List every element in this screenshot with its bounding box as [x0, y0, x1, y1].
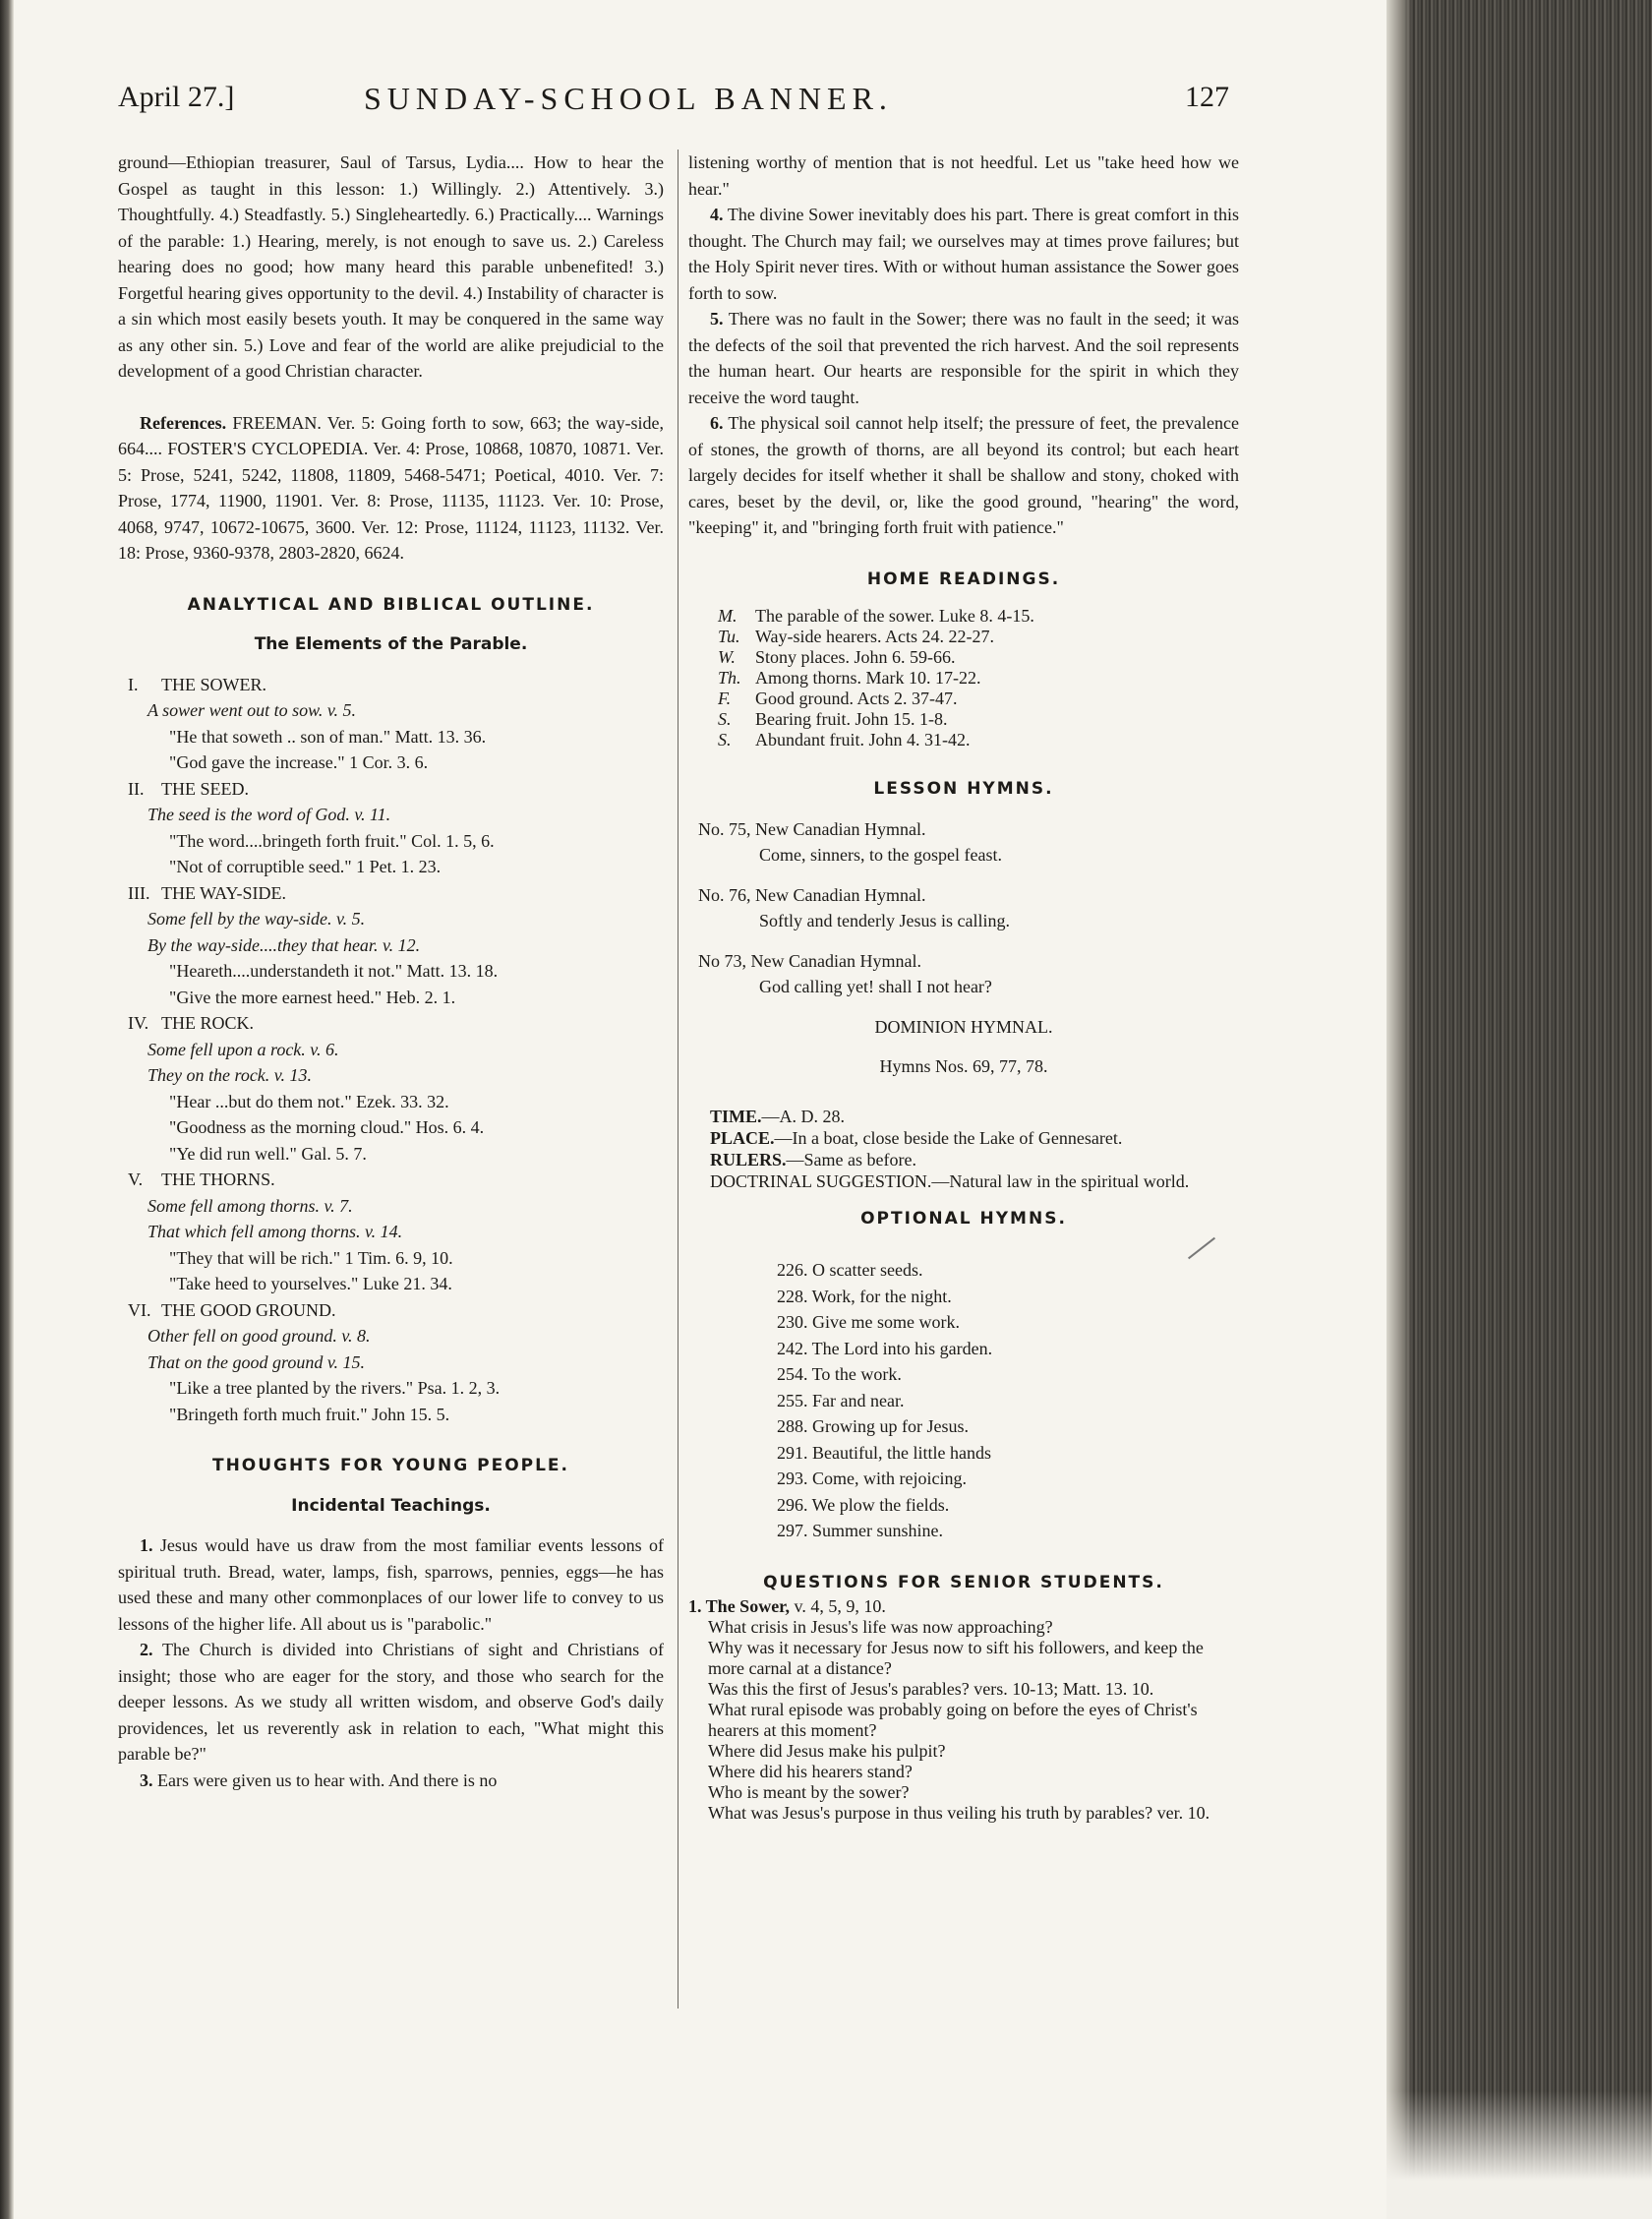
- questions-heading: QUESTIONS FOR SENIOR STUDENTS.: [763, 1572, 1164, 1592]
- point-text: There was no fault in the Sower; there was no fault in the seed; it was the defects of the soil that prevented the rich harvest. And the soil represents the human heart. Our hearts are responsible for the spirit in which they receive the word taught.: [688, 309, 1239, 407]
- reading-day: F.: [718, 689, 732, 708]
- outline-line: "Hear ...but do them not." Ezek. 33. 32.: [169, 1091, 449, 1111]
- outline-line: By the way-side....they that hear. v. 12.: [148, 934, 421, 955]
- point-text: The divine Sower inevitably does his part. There is great comfort in this thought. The Church may fail; we ourselves may at times prove failures; but the Holy Spirit never tires. With or without human assistance the Sower goes forth to sow.: [688, 205, 1239, 303]
- outline-section: [118, 1010, 664, 1037]
- doctrinal-text: —Natural law in the spiritual world.: [931, 1170, 1190, 1191]
- optional-hymn: 293. Come, with rejoicing.: [777, 1469, 967, 1488]
- outline-line: Some fell by the way-side. v. 5.: [148, 909, 366, 929]
- place-text: —In a boat, close beside the Lake of Gennesaret.: [774, 1127, 1123, 1148]
- outline-line: "Take heed to yourselves." Luke 21. 34.: [169, 1274, 452, 1293]
- outline-numeral: III.: [128, 882, 150, 903]
- hymn-number: No 73, New Canadian Hymnal.: [698, 950, 921, 971]
- outline-line: A sower went out to sow. v. 5.: [148, 700, 357, 720]
- questions-verses: v. 4, 5, 9, 10.: [794, 1596, 886, 1616]
- outline-list: [118, 672, 664, 1428]
- points-list: [688, 202, 1239, 541]
- binding-gutter: [0, 0, 14, 2219]
- point-text: The physical soil cannot help itself; the pressure of feet, the prevalence of stones, the growth of thorns, are all beyond its control; but each heart largely decides for itself whether it shall be shallow and stony, choked with cares, beset by the devil, or, like the good ground, "hearing" the word, "keeping" it, and "bringing forth fruit with patience.": [688, 413, 1239, 537]
- rulers-line: [688, 1149, 1239, 1170]
- outline-line: "He that soweth .. son of man." Matt. 13. 36.: [169, 726, 487, 747]
- rulers-text: —Same as before.: [786, 1149, 916, 1169]
- hymn-number: No. 75, New Canadian Hymnal.: [698, 818, 926, 839]
- reading-day: S.: [718, 709, 732, 729]
- references-paragraph: [118, 410, 664, 567]
- reading-row: [688, 668, 1239, 689]
- continuation-paragraph: listening worthy of mention that is not heedful. Let us "take heed how we hear.": [688, 152, 1239, 199]
- optional-hymn: 226. O scatter seeds.: [777, 1260, 923, 1280]
- outline-line: Some fell among thorns. v. 7.: [148, 1195, 353, 1216]
- outline-line: Other fell on good ground. v. 8.: [148, 1326, 371, 1346]
- home-readings-heading: HOME READINGS.: [866, 569, 1061, 589]
- outline-line: "Not of corruptible seed." 1 Pet. 1. 23.: [169, 857, 442, 876]
- teaching-text: Ears were given us to hear with. And there is no: [157, 1769, 498, 1790]
- teaching-paragraph: [118, 1532, 664, 1637]
- outline-line: They on the rock. v. 13.: [148, 1065, 312, 1085]
- outline-line: That which fell among thorns. v. 14.: [148, 1222, 403, 1241]
- page-stack-edge: [1386, 0, 1652, 2219]
- optional-hymn: 291. Beautiful, the little hands: [777, 1442, 991, 1463]
- outline-numeral: IV.: [128, 1013, 149, 1033]
- hymn-number: No. 76, New Canadian Hymnal.: [698, 884, 926, 905]
- outline-section: [118, 1297, 664, 1324]
- doctrinal-line: [688, 1170, 1239, 1192]
- outline-section: [118, 776, 664, 803]
- outline-subheading: The Elements of the Parable.: [254, 634, 528, 654]
- reading-text: Bearing fruit. John 15. 1-8.: [755, 709, 948, 729]
- time-line: [688, 1106, 1239, 1127]
- question-item: Where did his hearers stand?: [708, 1762, 913, 1781]
- question-item: What crisis in Jesus's life was now approaching?: [708, 1617, 1053, 1637]
- outline-line: "Give the more earnest heed." Heb. 2. 1.: [169, 987, 456, 1007]
- rulers-label: RULERS.: [710, 1149, 787, 1169]
- reading-text: Way-side hearers. Acts 24. 22-27.: [755, 627, 994, 646]
- teaching-number: 3.: [140, 1769, 153, 1790]
- teaching-text: The Church is divided into Christians of sight and Christians of insight; those who are eager for the story, and those who search for the deeper lessons. As we study all written wisdom, and observe God's daily providences, let us reverently ask in relation to each, "What might this parable be?": [118, 1640, 664, 1764]
- outline-numeral: V.: [128, 1169, 144, 1189]
- question-item: What rural episode was probably going on before the eyes of Christ's hearers at this moment?: [708, 1700, 1198, 1740]
- outline-line: That on the good ground v. 15.: [148, 1351, 365, 1372]
- reading-row: [688, 627, 1239, 647]
- teaching-number: 1.: [140, 1535, 153, 1555]
- outline-title: THE GOOD GROUND.: [161, 1299, 336, 1320]
- reading-row: [688, 730, 1239, 750]
- header-title: SUNDAY-SCHOOL BANNER.: [364, 81, 893, 116]
- teaching-text: Jesus would have us draw from the most familiar events lessons of spiritual truth. Bread, water, lamps, fish, sparrows, pennies, eggs—he has used these and many other commonplaces of our lower life to convey to us lessons of the higher life. All about us is "parabolic.": [118, 1535, 664, 1634]
- question-item: What was Jesus's purpose in thus veiling his truth by parables? ver. 10.: [708, 1803, 1210, 1823]
- question-item: Who is meant by the sower?: [708, 1782, 910, 1802]
- optional-hymn: 255. Far and near.: [777, 1390, 905, 1410]
- home-readings-list: [688, 606, 1239, 750]
- references-label: References.: [140, 412, 227, 433]
- hymn-title: God calling yet! shall I not hear?: [759, 977, 992, 996]
- outline-line: "Like a tree planted by the rivers." Psa. 1. 2, 3.: [169, 1378, 501, 1398]
- doctrinal-label: DOCTRINAL SUGGESTION.: [710, 1170, 932, 1191]
- page-number: 127: [1185, 81, 1229, 113]
- reading-text: Among thorns. Mark 10. 17-22.: [755, 668, 981, 688]
- hymn-title: Softly and tenderly Jesus is calling.: [759, 911, 1010, 930]
- outline-title: THE ROCK.: [161, 1013, 254, 1033]
- reading-text: Good ground. Acts 2. 37-47.: [755, 689, 958, 708]
- outline-title: THE THORNS.: [161, 1169, 275, 1189]
- outline-line: "Goodness as the morning cloud." Hos. 6. 4.: [169, 1117, 485, 1137]
- optional-hymn: 254. To the work.: [777, 1364, 902, 1384]
- optional-hymn: 288. Growing up for Jesus.: [777, 1416, 969, 1436]
- optional-hymn: 228. Work, for the night.: [777, 1286, 952, 1306]
- hymn-gap: [688, 934, 1239, 948]
- time-label: TIME.: [710, 1106, 762, 1126]
- point-number: 4.: [710, 205, 724, 224]
- optional-hymns-list: [688, 1257, 1239, 1544]
- question-item: Was this the first of Jesus's parables? vers. 10-13; Matt. 13. 10.: [708, 1679, 1154, 1699]
- point-paragraph: [688, 410, 1239, 541]
- reading-day: Tu.: [718, 627, 740, 646]
- outline-line: "Bringeth forth much fruit." John 15. 5.: [169, 1404, 450, 1424]
- teachings-list: [118, 1532, 664, 1793]
- reading-text: Abundant fruit. John 4. 31-42.: [755, 730, 971, 750]
- outline-line: The seed is the word of God. v. 11.: [148, 805, 391, 824]
- reading-row: [688, 647, 1239, 668]
- reading-day: S.: [718, 730, 732, 750]
- lesson-hymns-list: [688, 816, 1239, 1014]
- point-number: 6.: [710, 413, 724, 433]
- hymn-title: Come, sinners, to the gospel feast.: [759, 845, 1002, 865]
- outline-title: THE SEED.: [161, 778, 249, 799]
- question-item: Why was it necessary for Jesus now to sift his followers, and keep the more carnal at a distance?: [708, 1638, 1204, 1678]
- reading-text: The parable of the sower. Luke 8. 4-15.: [755, 606, 1034, 626]
- point-paragraph: [688, 306, 1239, 410]
- reading-row: [688, 709, 1239, 730]
- references-text: FREEMAN. Ver. 5: Going forth to sow, 663; the way-side, 664.... FOSTER'S CYCLOPEDIA. Ver. 4: Prose, 10868, 10870, 10871. Ver. 5: Prose, 5241, 5242, 11808, 11809, 5468-5471; Poetical, 4010. Ver. 7: Prose, 1774, 11900, 11901. Ver. 8: Prose, 11135, 11123. Ver. 10: Prose, 4068, 9747, 10672-10675, 3600. Ver. 12: Prose, 11124, 11123, 11132. Ver. 18: Prose, 9360-9378, 2803-2820, 6624.: [118, 412, 665, 563]
- point-paragraph: [688, 202, 1239, 306]
- outline-numeral: VI.: [128, 1299, 151, 1320]
- hymn-gap: [688, 869, 1239, 882]
- thoughts-heading: THOUGHTS FOR YOUNG PEOPLE.: [211, 1456, 570, 1475]
- questions-section: 1. The Sower,: [688, 1596, 791, 1616]
- place-line: [688, 1127, 1239, 1149]
- optional-hymn: 230. Give me some work.: [777, 1312, 960, 1332]
- outline-line: "Heareth....understandeth it not." Matt. 13. 18.: [169, 961, 499, 981]
- outline-line: "God gave the increase." 1 Cor. 3. 6.: [169, 752, 429, 772]
- optional-hymns-heading: OPTIONAL HYMNS.: [860, 1208, 1067, 1229]
- running-head: [118, 81, 1229, 130]
- reading-day: W.: [718, 647, 736, 667]
- left-column: [118, 150, 664, 1793]
- teaching-paragraph: [118, 1637, 664, 1768]
- outline-line: "They that will be rich." 1 Tim. 6. 9, 10.: [169, 1247, 453, 1268]
- outline-numeral: I.: [128, 674, 139, 694]
- lesson-hymns-heading: LESSON HYMNS.: [873, 779, 1054, 799]
- outline-section: [118, 1167, 664, 1193]
- questions-list: [688, 1617, 1239, 1824]
- questions-section-line: [688, 1595, 1239, 1617]
- outline-section: [118, 880, 664, 907]
- teaching-paragraph: [118, 1768, 664, 1794]
- reading-row: [688, 689, 1239, 709]
- outline-line: "Ye did run well." Gal. 5. 7.: [169, 1143, 367, 1164]
- outline-title: THE WAY-SIDE.: [161, 882, 287, 903]
- outline-line: "The word....bringeth forth fruit." Col. 1. 5, 6.: [169, 830, 495, 851]
- reading-row: [688, 606, 1239, 627]
- intro-paragraph: ground—Ethiopian treasurer, Saul of Tarsus, Lydia.... How to hear the Gospel as taught in this lesson: 1.) Willingly. 2.) Attentively. 3.) Thoughtfully. 4.) Steadfastly. 5.) Singleheartedly. 6.) Practically.... Warnings of the parable: 1.) Hearing, merely, is not enough to save us. 2.) Careless hearing does no good; how many heard this parable unbenefited! 3.) Forgetful hearing gives opportunity to the devil. 4.) Instability of character is a sin which most easily besets youth. It may be conquered in the same way as any other sin. 5.) Love and fear of the world are alike prejudicial to the development of a good Christian character.: [118, 152, 664, 381]
- reading-day: Th.: [718, 668, 741, 688]
- outline-heading: ANALYTICAL AND BIBLICAL OUTLINE.: [187, 594, 595, 615]
- optional-hymn: 296. We plow the fields.: [777, 1494, 950, 1515]
- right-column: [688, 150, 1239, 1824]
- outline-section: [118, 672, 664, 698]
- reading-text: Stony places. John 6. 59-66.: [755, 647, 956, 667]
- question-item: Where did Jesus make his pulpit?: [708, 1741, 946, 1761]
- dominion-text: Hymns Nos. 69, 77, 78.: [879, 1056, 1048, 1076]
- teaching-number: 2.: [140, 1640, 153, 1659]
- place-label: PLACE.: [710, 1127, 775, 1148]
- outline-numeral: II.: [128, 778, 145, 799]
- outline-title: THE SOWER.: [161, 674, 266, 694]
- point-number: 5.: [710, 309, 724, 329]
- optional-hymn: 297. Summer sunshine.: [777, 1521, 943, 1540]
- outline-line: Some fell upon a rock. v. 6.: [148, 1039, 339, 1059]
- dominion-heading: DOMINION HYMNAL.: [874, 1016, 1053, 1037]
- header-date: April 27.]: [118, 81, 235, 113]
- time-text: —A. D. 28.: [761, 1106, 846, 1126]
- thoughts-subheading: Incidental Teachings.: [291, 1495, 491, 1516]
- reading-day: M.: [718, 606, 738, 626]
- hymn-gap: [688, 1000, 1239, 1014]
- optional-hymn: 242. The Lord into his garden.: [777, 1338, 993, 1358]
